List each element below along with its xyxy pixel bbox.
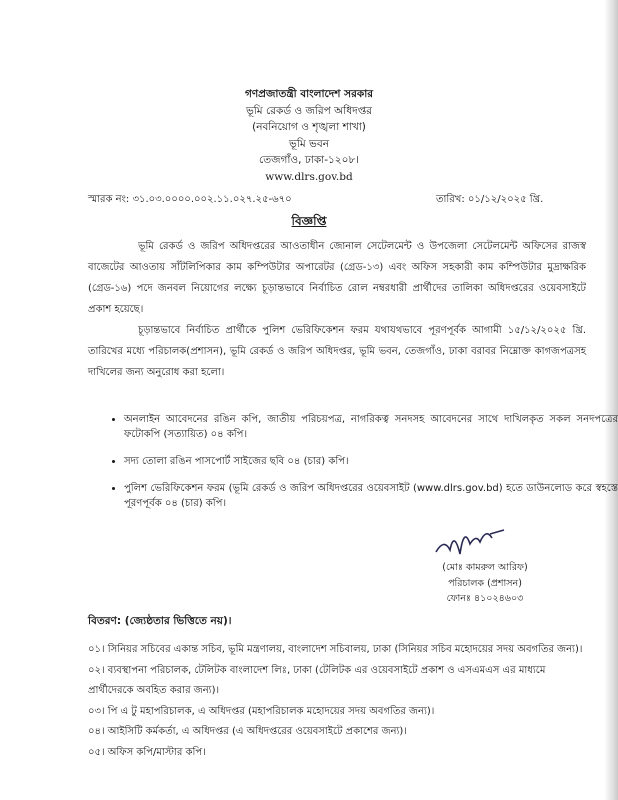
signatory-name: (মোঃ কামরুল আরিফ) [442, 562, 528, 573]
paragraph-2: চূড়ান্তভাবে নির্বাচিত প্রার্থীকে পুলিশ ভেরিফিকেশন ফরম যথাযথভাবে পূরণপূর্বক আগামী ১৫/১২/২০২৫ খ্রি. তারিখের মধ্যে পরিচালক(প্রশাসন), ভূমি রেকর্ড ও জরিপ অধিদপ্তর, ভূমি ভবন, তেজগাঁও, ঢাকা বরাবর নিম্নোক্ত কাগজপত্রসহ দাখিলের জন্য অনুরোধ করা হলো। [88, 325, 586, 378]
letterhead [0, 86, 618, 185]
distribution-item [88, 702, 588, 723]
item-text: আইসিটি কর্মকর্তা, এ অধিদপ্তর (এ অধিদপ্তরের ওয়েবসাইটে প্রকাশের জন্য)। [107, 726, 407, 737]
signature-mark [430, 520, 510, 562]
website: www.dlrs.gov.bd [265, 170, 353, 183]
memo-number: স্মারক নং: ৩১.০৩.০০০০.০০২.১১.০২৭.২৫-৬৭০ [88, 194, 292, 205]
document-list [92, 412, 618, 523]
item-text: অফিস কপি/মাস্টার কপি। [107, 746, 206, 758]
building-name: ভূমি ভবন [289, 137, 329, 150]
distribution-heading: বিতরণ: (জ্যেষ্ঠতার ভিত্তিতে নয়)। [88, 615, 232, 627]
distribution-item [88, 661, 588, 702]
signatory-designation: পরিচালক (প্রশাসন) [448, 577, 522, 589]
item-number: ০২। [88, 664, 105, 676]
item-number: ০৩। [88, 705, 105, 717]
notice-title: বিজ্ঞপ্তি [291, 214, 327, 228]
list-item: • অনলাইন আবেদনের রঙিন কপি, জাতীয় পরিচয়পত্র, নাগরিকত্ব সনদসহ আবেদনের সাথে দাখিলকৃত সকল সনদপত্রের ফটোকপি (সত্যায়িত) ০৪ কপি। [124, 412, 618, 442]
signatory-phone: ফোনঃ ৪১০২৪৬০৩ [446, 593, 524, 604]
item-number: ০৪। [88, 726, 105, 737]
department-name: ভূমি রেকর্ড ও জরিপ অধিদপ্তর [245, 104, 373, 117]
distribution-list [88, 640, 588, 763]
distribution-item [88, 640, 588, 661]
signature-block [405, 560, 565, 607]
paragraph-1: ভূমি রেকর্ড ও জরিপ অধিদপ্তরের আওতাধীন জোনাল সেটেলমেন্ট ও উপজেলা সেটেলমেন্ট অফিসের রাজস্ব বাজেটের আওতায় সাঁটলিপিকার কাম কম্পিউটার অপারেটর (গ্রেড-১৩) এবং অফিস সহকারী কাম কম্পিউটার মুদ্রাক্ষরিক (গ্রেড-১৬) পদে জনবল নিয়োগের লক্ষ্যে চূড়ান্তভাবে নির্বাচিত রোল নম্বরধারী প্রার্থীদের তালিকা অধিদপ্তরের ওয়েবসাইটে প্রকাশ হয়েছে। [88, 241, 586, 315]
item-text: সিনিয়র সচিবের একান্ত সচিব, ভূমি মন্ত্রণালয়, বাংলাদেশ সচিবালয়, ঢাকা (সিনিয়র সচিব মহোদয়ের সদয় অবগতির জন্য)। [107, 644, 583, 655]
item-number: ০১। [88, 644, 105, 655]
distribution-item [88, 743, 588, 764]
distribution-item [88, 722, 588, 743]
list-item: • সদ্য তোলা রঙিন পাসপোর্ট সাইজের ছবি ০৪ (চার) কপি। [124, 454, 618, 469]
list-item: • পুলিশ ভেরিফিকেশন ফরম (ভূমি রেকর্ড ও জরিপ অধিদপ্তরের ওয়েবসাইট (www.dlrs.gov.bd) হতে ডাউনলোড করে স্বহস্তে পূরণপূর্বক ০৪ (চার) কপি। [124, 481, 618, 511]
item-number: ০৫। [88, 746, 105, 758]
item-text: পি এ টু মহাপরিচালক, এ অধিদপ্তর (মহাপরিচালক মহোদয়ের সদয় অবগতির জন্য)। [107, 705, 435, 717]
branch-name: (নবনিয়োগ ও শৃঙ্খলা শাখা) [252, 121, 366, 133]
govt-name: গণপ্রজাতন্ত্রী বাংলাদেশ সরকার [244, 88, 374, 100]
issue-date: তারিখ: ০১/১২/২০২৫ খ্রি. [436, 194, 544, 205]
address: তেজগাঁও, ঢাকা-১২০৮। [258, 154, 360, 166]
item-text: ব্যবস্থাপনা পরিচালক, টেলিটক বাংলাদেশ লিঃ, ঢাকা (টেলিটক এর ওয়েবসাইটে প্রকাশ ও এসএমএস এর মাধ্যমে প্রার্থীদেরকে অবহিত করার জন্য)। [88, 664, 546, 696]
